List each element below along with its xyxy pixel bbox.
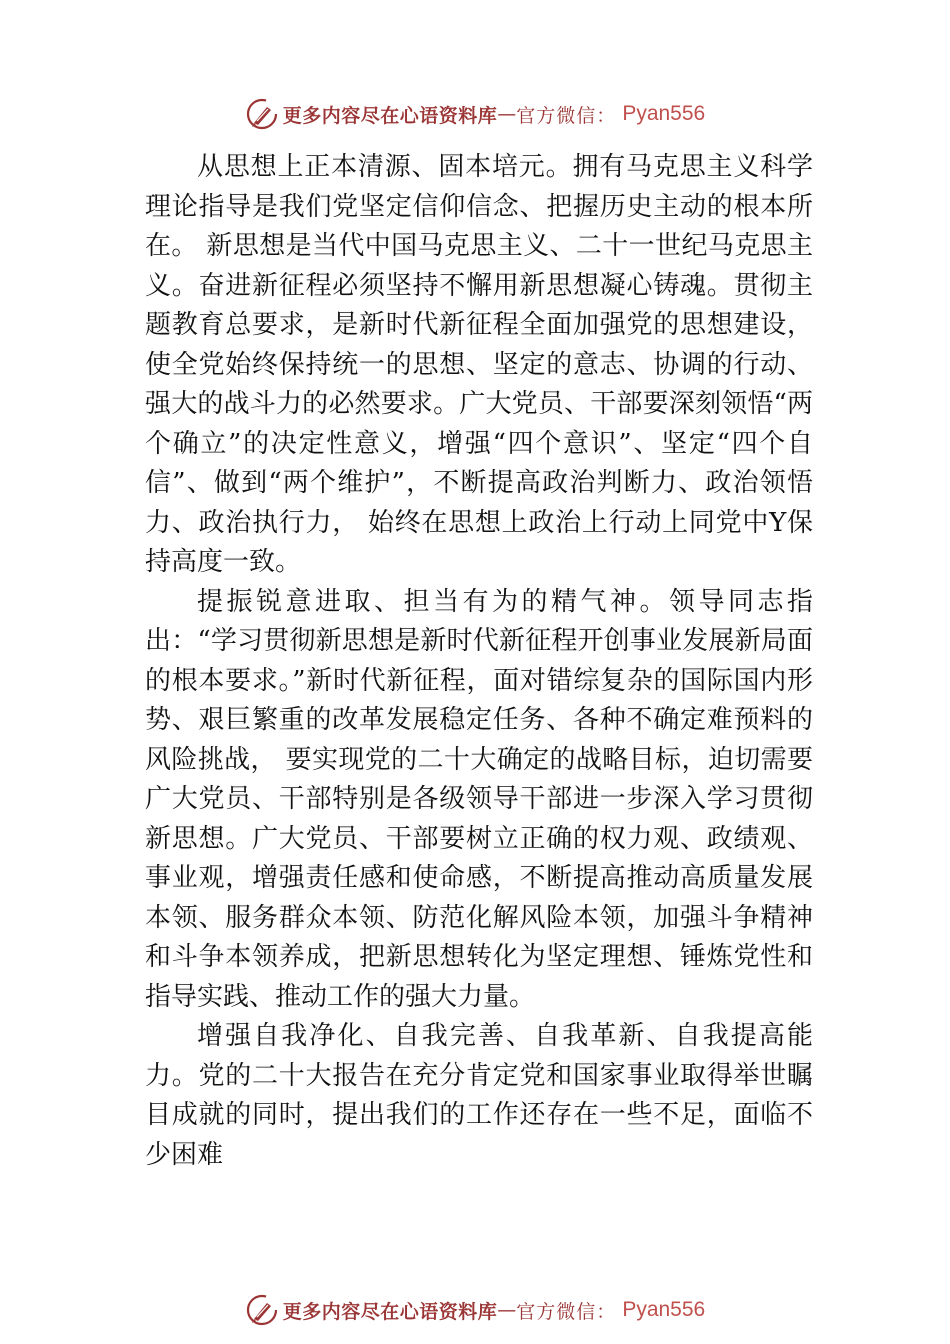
header-brand-text: 更多内容尽在心语资料库 <box>282 104 498 127</box>
footer-dash: — <box>497 1299 517 1321</box>
header-dash: — <box>497 103 517 125</box>
footer-banner <box>0 1290 950 1330</box>
footer-wechat-id: Pyan556 <box>622 1298 706 1321</box>
header-wechat-id: Pyan556 <box>622 102 706 125</box>
footer-brand-text: 更多内容尽在心语资料库 <box>282 1300 498 1323</box>
footer-wechat-label: 官方微信： <box>516 1300 617 1323</box>
paragraph: 增强自我净化、自我完善、自我革新、自我提高能力。党的二十大报告在充分肯定党和国家事业取得举世瞩目成就的同时，提出我们的工作还存在一些不足，面临不少困难 <box>145 1021 813 1170</box>
fountain-pen-logo-icon <box>245 97 279 131</box>
paragraph: 从思想上正本清源、固本培元。拥有马克思主义科学理论指导是我们党坚定信仰信念、把握历史主动的根本所在。 新思想是当代中国马克思主义、二十一世纪马克思主义。奋进新征程必须坚持不懈用新思想凝心铸魂。贯彻主题教育总要求，是新时代新征程全面加强党的思想建设，使全党始终保持统一的思想、坚定的意志、协调的行动、强大的战斗力的必然要求。广大党员、干部要深刻领悟“两个确立”的决定性意义，增强“四个意识”、坚定“四个自信”、做到“两个维护”，不断提高政治判断力、政治领悟力、政治执行力， 始终在思想上政治上行动上同党中Y保持高度一致。 <box>145 152 813 577</box>
header-banner <box>0 94 950 134</box>
document-body <box>145 148 813 1175</box>
fountain-pen-logo-icon <box>245 1293 279 1327</box>
header-wechat-label: 官方微信： <box>516 104 617 127</box>
paragraph: 提振锐意进取、担当有为的精气神。领导同志指出：“学习贯彻新思想是新时代新征程开创事业发展新局面的根本要求。”新时代新征程，面对错综复杂的国际国内形势、艰巨繁重的改革发展稳定任务、各种不确定难预料的风险挑战， 要实现党的二十大确定的战略目标，迫切需要广大党员、干部特别是各级领导干部进一步深入学习贯彻新思想。广大党员、干部要树立正确的权力观、政绩观、事业观，增强责任感和使命感，不断提高推动高质量发展本领、服务群众本领、防范化解风险本领，加强斗争精神和斗争本领养成，把新思想转化为坚定理想、锤炼党性和指导实践、推动工作的强大力量。 <box>145 586 813 1012</box>
